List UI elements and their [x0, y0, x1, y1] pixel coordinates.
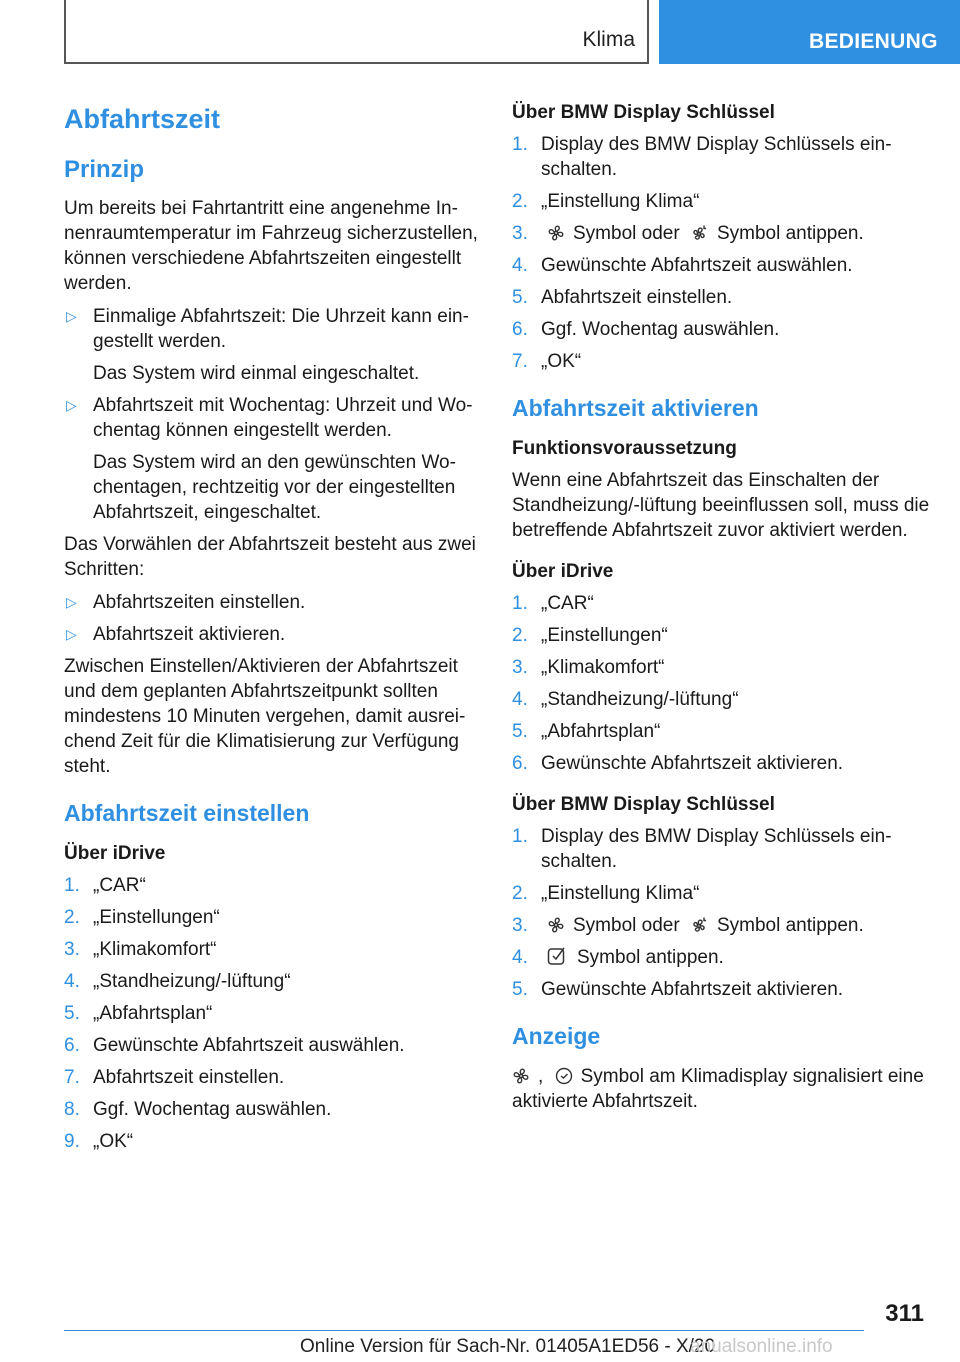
list-item: 3. „Klimakomfort“: [512, 657, 665, 678]
list-item: 3. „Klimakomfort“: [64, 939, 217, 960]
fan-timer-icon: [691, 916, 709, 934]
list-item: 2. „Einstellung Klima“: [512, 191, 700, 212]
einstellen-heading: Abfahrtszeit einstellen: [64, 800, 310, 826]
timer-icon: [555, 1067, 573, 1085]
list-item: 2. „Einstellungen“: [512, 625, 668, 646]
list-item: 6. Gewünschte Abfahrtszeit auswählen.: [64, 1035, 405, 1056]
two-steps-text: Das Vorwählen der Abfahrtszeit besteht aus zwei Schritten:: [64, 534, 476, 580]
list-item: 5. „Abfahrtsplan“: [64, 1003, 213, 1024]
funktion-heading: Funktionsvoraussetzung: [512, 438, 737, 459]
fan-icon: [547, 224, 565, 242]
key-steps: [512, 132, 932, 374]
list-item: 2. „Einstellungen“: [64, 907, 220, 928]
list-item: 4. Symbol antippen.: [512, 947, 724, 968]
list-item: 9. „OK“: [64, 1131, 134, 1152]
intro-text: Um bereits bei Fahrtantritt eine angenehme Innenraumtemperatur im Fahrzeug sicherzustellen, können verschiedene Abfahrtszeiten eingestellt werden.: [64, 198, 478, 294]
list-item: 5. Gewünschte Abfahrtszeit aktivieren.: [512, 979, 844, 1000]
fan-timer-icon: [691, 224, 709, 242]
idrive-activate-steps: [512, 591, 932, 776]
list-item: 1. „CAR“: [512, 593, 594, 614]
list-item: 4. „Standheizung/-lüftung“: [64, 971, 291, 992]
list-item: 1. „CAR“: [64, 875, 146, 896]
idrive-heading: Über iDrive: [64, 843, 166, 864]
list-item: 6. Ggf. Wochentag auswählen.: [512, 319, 780, 340]
list-item: 2. „Einstellung Klima“: [512, 883, 700, 904]
fan-icon: [547, 916, 565, 934]
key-activate-steps: [512, 824, 932, 1002]
header-section: Klima: [582, 28, 635, 51]
idrive-heading: Über iDrive: [512, 561, 614, 582]
list-item: 6. Gewünschte Abfahrtszeit aktivieren.: [512, 753, 844, 774]
prinzip-heading: Prinzip: [64, 156, 145, 183]
header-tab-label: BEDIENUNG: [809, 30, 938, 53]
list-item: 8. Ggf. Wochentag auswählen.: [64, 1099, 332, 1120]
funktion-text: Wenn eine Abfahrtszeit das Einschalten der Standheizung/-lüftung beeinflussen soll, muss die betreffende Abfahrtszeit zuvor aktiviert werden.: [512, 470, 930, 541]
right-column: [512, 100, 932, 1122]
fan-icon: [512, 1067, 530, 1085]
list-item: 5. „Abfahrtsplan“: [512, 721, 661, 742]
list-item: 7. „OK“: [512, 351, 582, 372]
list-item: 1. Display des BMW Display Schlüssels einschalten.: [512, 826, 892, 872]
watermark: anualsonline.info: [690, 1336, 833, 1357]
list-item: 1. Display des BMW Display Schlüssels einschalten.: [512, 134, 892, 180]
steps-list: [64, 590, 484, 647]
list-item: ▷ Abfahrtszeiten einstellen.: [64, 590, 484, 615]
check-box-icon: [547, 946, 569, 966]
list-item: 5. Abfahrtszeit einstellen.: [512, 287, 733, 308]
anzeige-text: , Symbol am Klimadisplay signalisiert eine aktivierte Abfahrtszeit.: [512, 1066, 924, 1112]
key-heading: Über BMW Display Schlüssel: [512, 102, 775, 123]
left-column: [64, 100, 484, 1161]
list-item: 4. Gewünschte Abfahrtszeit auswählen.: [512, 255, 853, 276]
page-title: Abfahrtszeit: [64, 104, 221, 134]
page-number: 311: [885, 1300, 924, 1327]
list-item: 4. „Standheizung/-lüftung“: [512, 689, 739, 710]
footer-text: Online Version für Sach-Nr. 01405A1ED56 - X/20: [300, 1336, 716, 1357]
list-item: ▷ Einmalige Abfahrtszeit: Die Uhrzeit kann eingestellt werden. Das System wird einmal eingeschaltet.: [64, 304, 484, 386]
list-item: 3. Symbol oder Symbol antippen.: [512, 915, 864, 936]
idrive-steps: [64, 873, 484, 1154]
header-frame: [64, 0, 649, 64]
anzeige-heading: Anzeige: [512, 1023, 601, 1049]
departure-types-list: [64, 304, 484, 525]
list-item: 3. Symbol oder Symbol antippen.: [512, 223, 864, 244]
aktivieren-heading: Abfahrtszeit aktivieren: [512, 395, 759, 421]
list-item: ▷ Abfahrtszeit mit Wochentag: Uhrzeit und Wochentag können eingestellt werden. Das System wird an den gewünschten Wochentagen, rechtzeitig vor der eingestellten Abfahrtszeit, eingeschaltet.: [64, 393, 484, 525]
footer-divider: [64, 1330, 864, 1331]
list-item: ▷ Abfahrtszeit aktivieren.: [64, 622, 484, 647]
list-item: 7. Abfahrtszeit einstellen.: [64, 1067, 285, 1088]
header-tab: [659, 0, 960, 64]
key-heading-2: Über BMW Display Schlüssel: [512, 794, 775, 815]
between-text: Zwischen Einstellen/Aktivieren der Abfahrtszeit und dem geplanten Abfahrtszeitpunkt sollten mindestens 10 Minuten vergehen, damit ausreichend Zeit für die Klimatisierung zur Verfügung steht.: [64, 656, 466, 777]
